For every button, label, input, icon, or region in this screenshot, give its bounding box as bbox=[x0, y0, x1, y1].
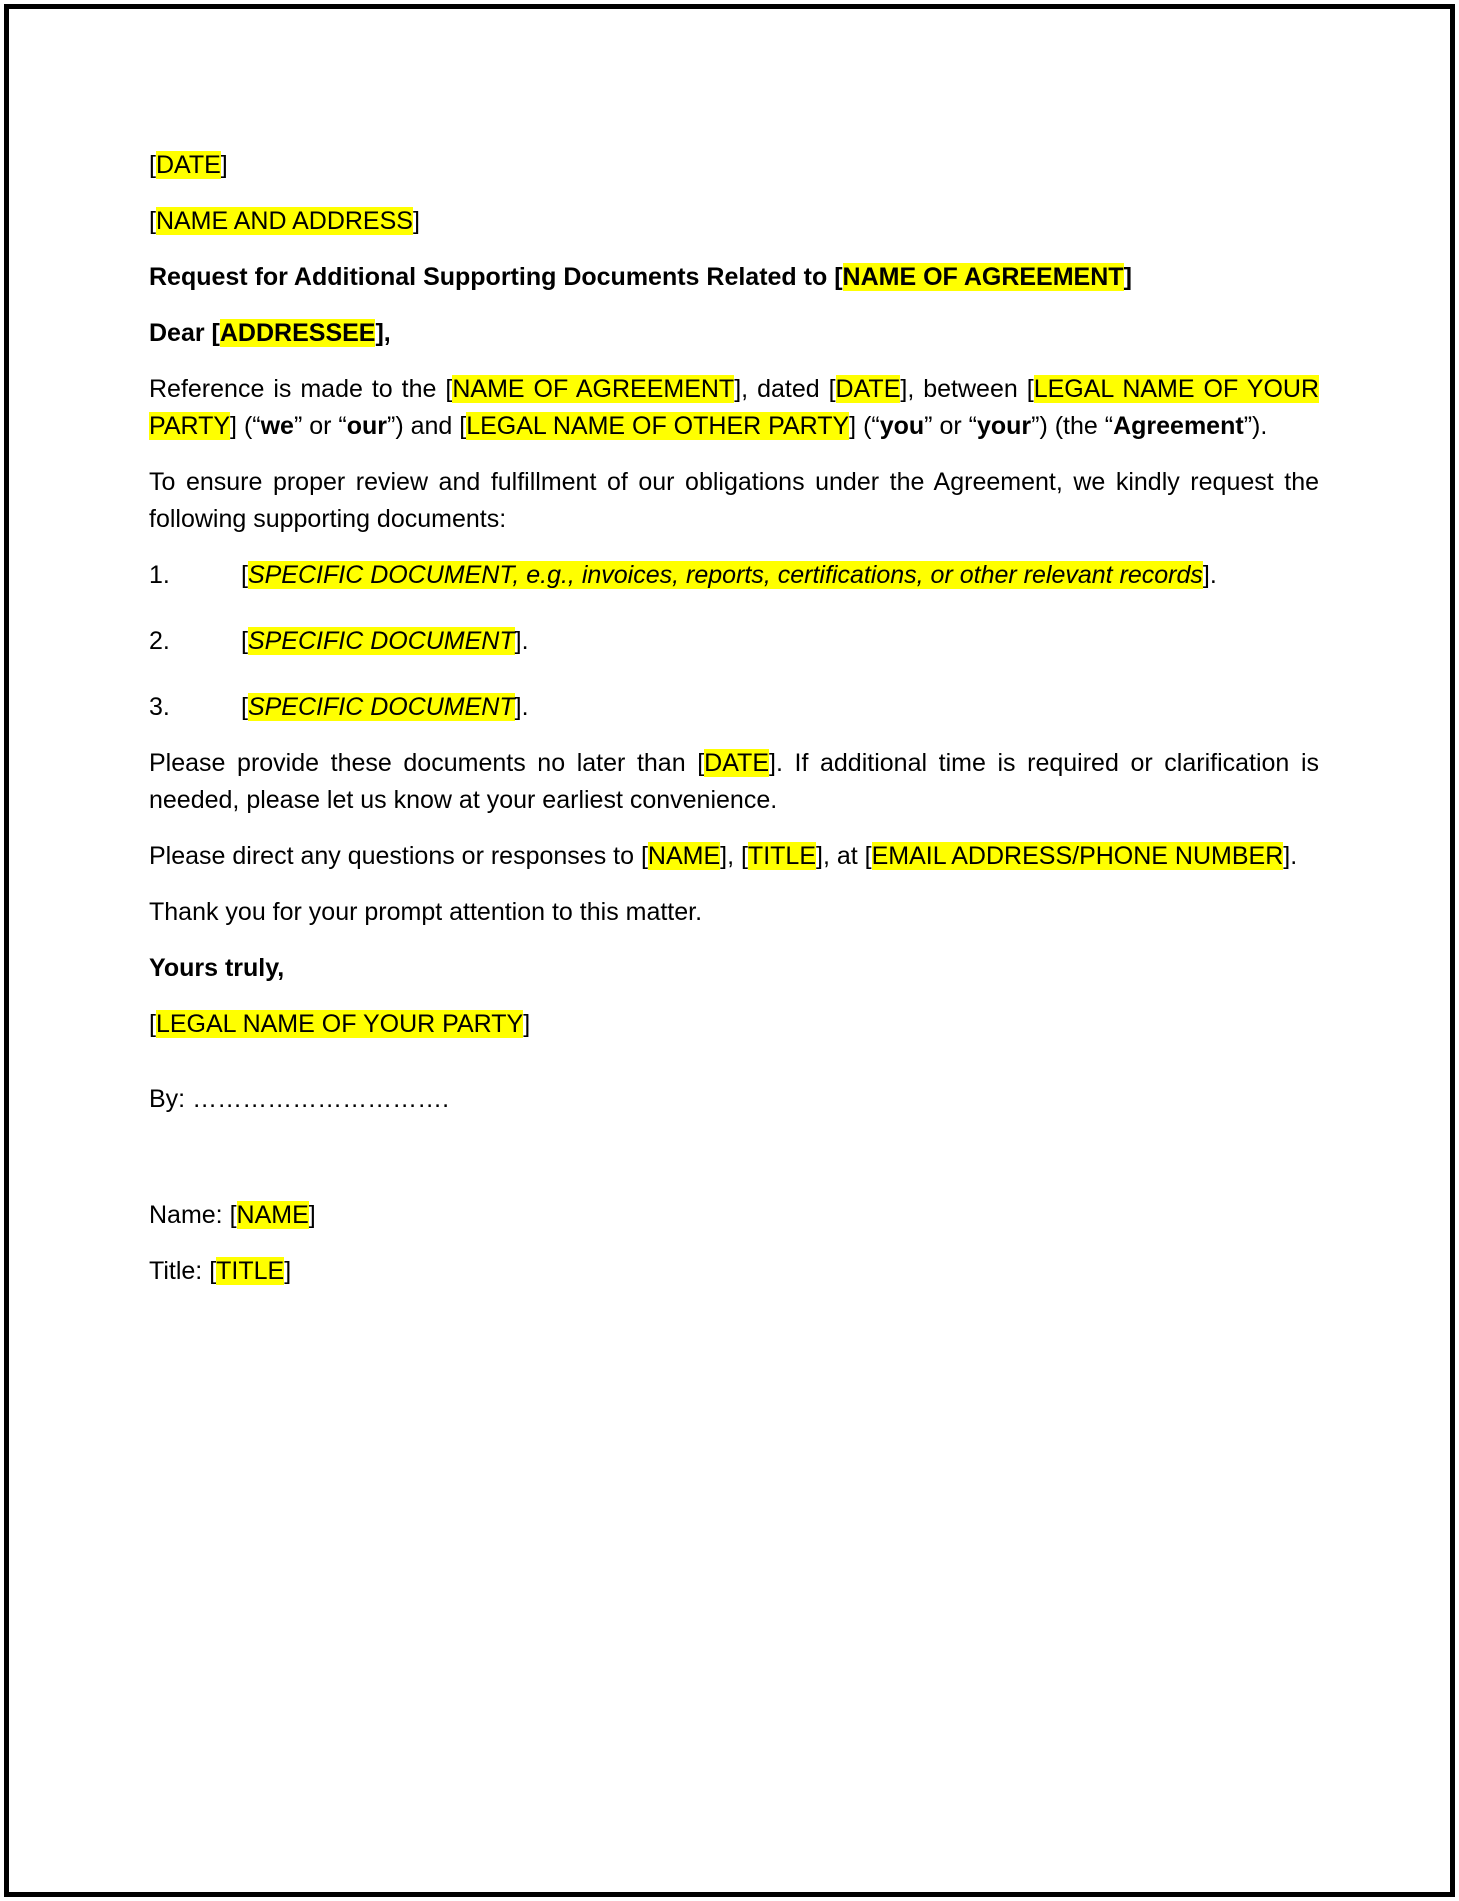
title-line: Title: [TITLE] bbox=[149, 1257, 292, 1285]
ref-text-5: ” or “ bbox=[293, 412, 347, 440]
signature-gap bbox=[149, 1137, 1319, 1197]
ref-text-7: ] (“ bbox=[849, 412, 880, 440]
document-list bbox=[149, 557, 1319, 726]
document-page bbox=[4, 4, 1455, 1897]
name-line: Name: [NAME] bbox=[149, 1201, 316, 1229]
deadline-paragraph bbox=[149, 745, 1319, 819]
deadline-text-1: Please provide these documents no later than [ bbox=[149, 749, 705, 777]
signature-by-line: By: …………………………. bbox=[149, 1085, 450, 1113]
closing-line bbox=[149, 950, 1319, 987]
document-placeholder: SPECIFIC DOCUMENT bbox=[247, 693, 515, 721]
list-item: 3. [SPECIFIC DOCUMENT]. bbox=[149, 689, 1319, 726]
title-label: Title: [ bbox=[149, 1257, 217, 1285]
ref-text-6: ”) and [ bbox=[387, 412, 467, 440]
ref-text-3: ], between [ bbox=[900, 375, 1034, 403]
salutation-end: ], bbox=[375, 319, 391, 347]
list-number: 2. bbox=[149, 627, 170, 655]
contact-text-4: ]. bbox=[1283, 842, 1298, 870]
contact-name-placeholder: NAME bbox=[647, 842, 721, 870]
contact-title-placeholder: TITLE bbox=[747, 842, 816, 870]
ref-your-party-placeholder: LEGAL NAME OF YOUR PARTY bbox=[149, 375, 1319, 440]
ref-text-9: ”) (the “ bbox=[1031, 412, 1114, 440]
thanks-line: Thank you for your prompt attention to this matter. bbox=[149, 898, 703, 926]
ref-text-1: Reference is made to the [ bbox=[149, 375, 453, 403]
list-number: 1. bbox=[149, 561, 170, 589]
request-intro: To ensure proper review and fulfillment of our obligations under the Agreement, we kindly request the following supporting documents: bbox=[149, 468, 1319, 533]
list-item-end: ]. bbox=[1202, 561, 1217, 589]
date-line: [DATE] bbox=[149, 151, 228, 179]
list-number: 3. bbox=[149, 693, 170, 721]
salutation: Dear [ADDRESSEE], bbox=[149, 319, 391, 347]
addressee-placeholder: ADDRESSEE bbox=[219, 319, 376, 347]
document-placeholder: SPECIFIC DOCUMENT, e.g., invoices, reports, certifications, or other relevant records bbox=[247, 561, 1203, 589]
name-address-placeholder: NAME AND ADDRESS bbox=[155, 207, 413, 235]
name-label: Name: [ bbox=[149, 1201, 237, 1229]
list-item: 1. [SPECIFIC DOCUMENT, e.g., invoices, reports, certifications, or other relevant records]. bbox=[149, 557, 1319, 594]
recipient-address-line: [NAME AND ADDRESS] bbox=[149, 207, 420, 235]
deadline-text-2: ]. If additional time is required or clarification is needed, please let us know at your earliest convenience. bbox=[149, 749, 1319, 814]
list-item-end: ]. bbox=[514, 627, 529, 655]
contact-text-2: ], [ bbox=[720, 842, 748, 870]
ref-other-party-placeholder: LEGAL NAME OF OTHER PARTY bbox=[466, 412, 850, 440]
list-item: 2. [SPECIFIC DOCUMENT]. bbox=[149, 623, 1319, 660]
list-item-end: ]. bbox=[514, 693, 529, 721]
date-placeholder: DATE bbox=[155, 151, 221, 179]
ref-we: we bbox=[260, 412, 294, 440]
ref-agreement-placeholder: NAME OF AGREEMENT bbox=[452, 375, 735, 403]
ref-your: your bbox=[976, 412, 1032, 440]
subject-text: Request for Additional Supporting Documents Related to bbox=[149, 263, 835, 291]
letter-body bbox=[149, 147, 1319, 1309]
subject-agreement-placeholder: NAME OF AGREEMENT bbox=[842, 263, 1124, 291]
ref-agreement-term: Agreement bbox=[1113, 412, 1244, 440]
deadline-date-placeholder: DATE bbox=[704, 749, 769, 777]
contact-email-placeholder: EMAIL ADDRESS/PHONE NUMBER bbox=[871, 842, 1284, 870]
contact-text-1: Please direct any questions or responses to [ bbox=[149, 842, 648, 870]
ref-date-placeholder: DATE bbox=[835, 375, 901, 403]
subject-line: Request for Additional Supporting Documents Related to [NAME OF AGREEMENT] bbox=[149, 263, 1132, 291]
reference-paragraph bbox=[149, 371, 1319, 445]
ref-our: our bbox=[346, 412, 388, 440]
ref-text-8: ” or “ bbox=[924, 412, 977, 440]
ref-text-4: ] (“ bbox=[230, 412, 261, 440]
ref-text-2: ], dated [ bbox=[734, 375, 836, 403]
ref-you: you bbox=[879, 412, 925, 440]
signatory-placeholder: LEGAL NAME OF YOUR PARTY bbox=[155, 1010, 524, 1038]
signatory-line: [LEGAL NAME OF YOUR PARTY] bbox=[149, 1010, 531, 1038]
salutation-text: Dear bbox=[149, 319, 212, 347]
contact-paragraph bbox=[149, 838, 1319, 875]
ref-text-10: ”). bbox=[1243, 412, 1268, 440]
closing-text: Yours truly, bbox=[149, 954, 285, 982]
contact-text-3: ], at [ bbox=[816, 842, 872, 870]
title-placeholder: TITLE bbox=[216, 1257, 285, 1285]
name-placeholder: NAME bbox=[236, 1201, 309, 1229]
document-placeholder: SPECIFIC DOCUMENT bbox=[247, 627, 515, 655]
